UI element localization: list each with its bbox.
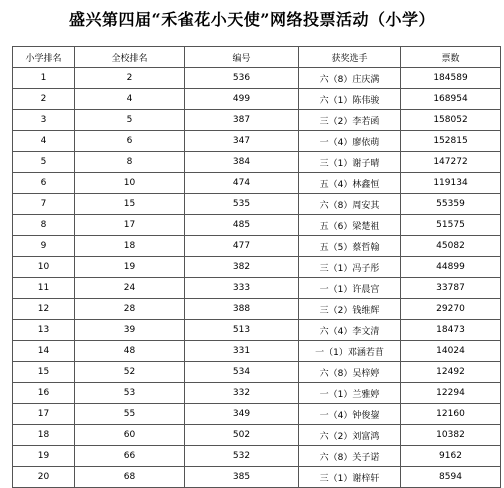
cell-primary-rank: 15 [13, 362, 75, 383]
cell-votes: 12294 [401, 383, 501, 404]
cell-votes: 9162 [401, 446, 501, 467]
cell-contestant: 五（4）林鑫恒 [299, 173, 401, 194]
cell-contestant: 五（5）蔡哲翰 [299, 236, 401, 257]
table-row [13, 110, 501, 131]
cell-school-rank: 19 [75, 257, 185, 278]
cell-school-rank: 5 [75, 110, 185, 131]
cell-school-rank: 39 [75, 320, 185, 341]
cell-votes: 12492 [401, 362, 501, 383]
cell-school-rank: 17 [75, 215, 185, 236]
cell-primary-rank: 7 [13, 194, 75, 215]
cell-school-rank: 15 [75, 194, 185, 215]
cell-number: 331 [185, 341, 299, 362]
cell-primary-rank: 17 [13, 404, 75, 425]
cell-school-rank: 68 [75, 467, 185, 488]
cell-votes: 29270 [401, 299, 501, 320]
cell-school-rank: 28 [75, 299, 185, 320]
cell-contestant: 三（1）谢子晴 [299, 152, 401, 173]
cell-contestant: 一（1）邓涵若苜 [299, 341, 401, 362]
table-row [13, 236, 501, 257]
cell-primary-rank: 6 [13, 173, 75, 194]
cell-votes: 184589 [401, 68, 501, 89]
table-row [13, 383, 501, 404]
table-row [13, 152, 501, 173]
cell-contestant: 五（6）梁楚祖 [299, 215, 401, 236]
table-row [13, 362, 501, 383]
cell-primary-rank: 2 [13, 89, 75, 110]
cell-number: 388 [185, 299, 299, 320]
table-row [13, 89, 501, 110]
table-body [13, 68, 501, 488]
table-row [13, 404, 501, 425]
cell-primary-rank: 8 [13, 215, 75, 236]
cell-contestant: 三（1）谢梓轩 [299, 467, 401, 488]
table-row [13, 467, 501, 488]
cell-primary-rank: 1 [13, 68, 75, 89]
cell-votes: 10382 [401, 425, 501, 446]
cell-primary-rank: 10 [13, 257, 75, 278]
cell-contestant: 一（1）许晨宫 [299, 278, 401, 299]
cell-number: 347 [185, 131, 299, 152]
cell-school-rank: 6 [75, 131, 185, 152]
cell-contestant: 六（8）关子诺 [299, 446, 401, 467]
cell-votes: 168954 [401, 89, 501, 110]
cell-votes: 158052 [401, 110, 501, 131]
cell-primary-rank: 16 [13, 383, 75, 404]
cell-school-rank: 2 [75, 68, 185, 89]
cell-number: 387 [185, 110, 299, 131]
cell-primary-rank: 5 [13, 152, 75, 173]
cell-votes: 14024 [401, 341, 501, 362]
cell-primary-rank: 9 [13, 236, 75, 257]
cell-number: 333 [185, 278, 299, 299]
cell-votes: 44899 [401, 257, 501, 278]
header-school-rank: 全校排名 [75, 47, 185, 68]
cell-contestant: 一（4）钟俊鋆 [299, 404, 401, 425]
cell-number: 385 [185, 467, 299, 488]
cell-primary-rank: 20 [13, 467, 75, 488]
cell-votes: 119134 [401, 173, 501, 194]
cell-number: 332 [185, 383, 299, 404]
cell-votes: 51575 [401, 215, 501, 236]
cell-primary-rank: 19 [13, 446, 75, 467]
cell-votes: 12160 [401, 404, 501, 425]
cell-contestant: 六（8）周安其 [299, 194, 401, 215]
cell-number: 477 [185, 236, 299, 257]
cell-votes: 33787 [401, 278, 501, 299]
table-row [13, 131, 501, 152]
cell-number: 499 [185, 89, 299, 110]
cell-contestant: 六（2）刘富鸿 [299, 425, 401, 446]
cell-contestant: 三（2）李若函 [299, 110, 401, 131]
cell-school-rank: 53 [75, 383, 185, 404]
cell-number: 534 [185, 362, 299, 383]
cell-contestant: 一（4）廖依萌 [299, 131, 401, 152]
table-row [13, 278, 501, 299]
cell-votes: 55359 [401, 194, 501, 215]
header-votes: 票数 [401, 47, 501, 68]
cell-school-rank: 4 [75, 89, 185, 110]
cell-number: 384 [185, 152, 299, 173]
table-row [13, 446, 501, 467]
table-row [13, 257, 501, 278]
cell-number: 485 [185, 215, 299, 236]
cell-school-rank: 52 [75, 362, 185, 383]
cell-votes: 45082 [401, 236, 501, 257]
cell-number: 382 [185, 257, 299, 278]
table-row [13, 194, 501, 215]
cell-primary-rank: 14 [13, 341, 75, 362]
cell-school-rank: 48 [75, 341, 185, 362]
cell-contestant: 一（1）兰雅婷 [299, 383, 401, 404]
table-row [13, 68, 501, 89]
cell-contestant: 六（8）吴梓婷 [299, 362, 401, 383]
cell-votes: 152815 [401, 131, 501, 152]
cell-primary-rank: 11 [13, 278, 75, 299]
cell-school-rank: 55 [75, 404, 185, 425]
header-number: 编号 [185, 47, 299, 68]
cell-school-rank: 60 [75, 425, 185, 446]
cell-votes: 147272 [401, 152, 501, 173]
cell-number: 502 [185, 425, 299, 446]
cell-primary-rank: 13 [13, 320, 75, 341]
table-row [13, 299, 501, 320]
cell-number: 535 [185, 194, 299, 215]
cell-school-rank: 18 [75, 236, 185, 257]
header-primary-rank: 小学排名 [13, 47, 75, 68]
table-row [13, 215, 501, 236]
cell-primary-rank: 18 [13, 425, 75, 446]
cell-school-rank: 8 [75, 152, 185, 173]
header-contestant: 获奖选手 [299, 47, 401, 68]
page-title: 盛兴第四届“禾雀花小天使”网络投票活动（小学） [69, 10, 435, 29]
cell-number: 536 [185, 68, 299, 89]
table-row [13, 425, 501, 446]
cell-school-rank: 10 [75, 173, 185, 194]
table-row [13, 320, 501, 341]
cell-contestant: 六（1）陈伟骏 [299, 89, 401, 110]
cell-primary-rank: 12 [13, 299, 75, 320]
cell-primary-rank: 3 [13, 110, 75, 131]
cell-number: 349 [185, 404, 299, 425]
table-row [13, 173, 501, 194]
table-row [13, 341, 501, 362]
cell-votes: 18473 [401, 320, 501, 341]
cell-contestant: 六（4）李文清 [299, 320, 401, 341]
cell-primary-rank: 4 [13, 131, 75, 152]
cell-votes: 8594 [401, 467, 501, 488]
cell-contestant: 六（8）庄庆满 [299, 68, 401, 89]
cell-number: 474 [185, 173, 299, 194]
cell-number: 513 [185, 320, 299, 341]
cell-contestant: 三（2）钱维辉 [299, 299, 401, 320]
cell-contestant: 三（1）冯子彤 [299, 257, 401, 278]
table-header-row [13, 47, 501, 68]
results-table [12, 46, 501, 488]
cell-school-rank: 24 [75, 278, 185, 299]
cell-number: 532 [185, 446, 299, 467]
cell-school-rank: 66 [75, 446, 185, 467]
